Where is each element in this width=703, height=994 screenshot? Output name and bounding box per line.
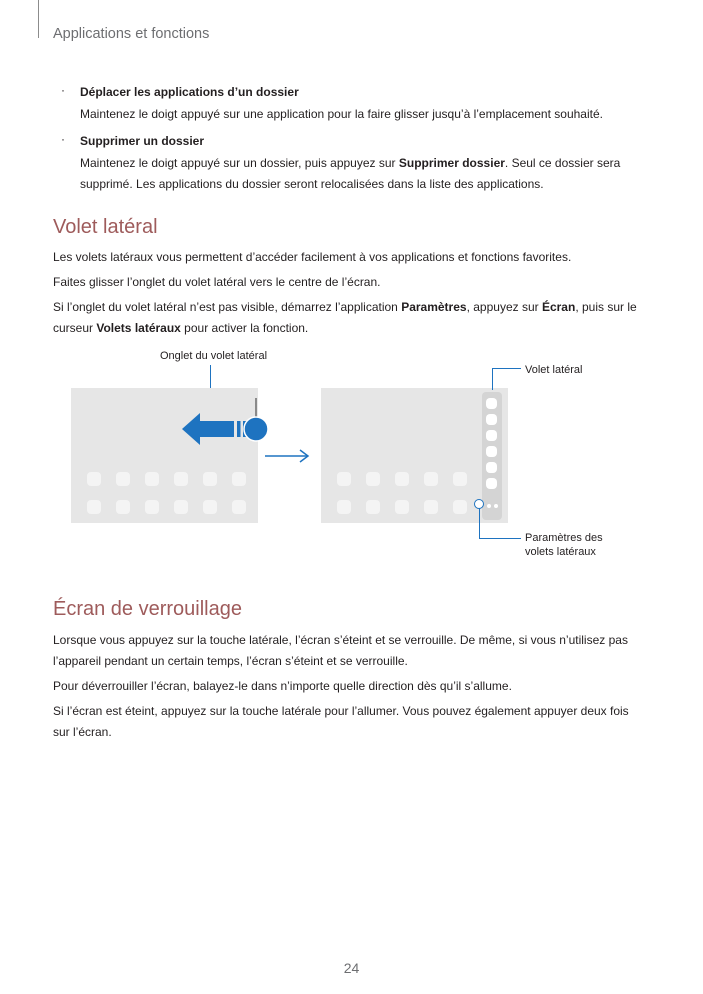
paragraph: Si l’écran est éteint, appuyez sur la touche latérale pour l’allumer. Vous pouvez également appuyer deux fois sur l’écran. [53,704,629,739]
paragraph: Lorsque vous appuyez sur la touche latérale, l’écran s’éteint et se verrouille. De même, si vous n’utilisez pas l’appareil pendant un certain temps, l’écran s’éteint et se verrouille. [53,633,628,668]
bullet-body: Maintenez le doigt appuyé sur un dossier, puis appuyez sur Supprimer dossier. Seul ce dossier sera supprimé. Les applications du dossier seront relocalisées dans la liste des applications. [80,156,621,191]
arrow-right-icon [265,449,311,463]
paragraph: Si l’onglet du volet latéral n’est pas visible, démarrez l’application Paramètres, appuyez sur Écran, puis sur le curseur Volets latéraux pour activer la fonction. [53,300,637,335]
callout-line [479,538,521,539]
swipe-gesture-icon [180,411,270,447]
bullet-title: Supprimer un dossier [80,134,205,148]
list-item [61,82,641,125]
bullet-dot-icon: · [61,132,65,146]
margin-rule [38,0,39,38]
phone-screen-before [71,388,258,523]
section-heading-edge-panel: Volet latéral [53,216,158,238]
bullet-body: Maintenez le doigt appuyé sur une application pour la faire glisser jusqu’à l’emplacement souhaité. [80,107,603,121]
settings-label: Paramètres des volets latéraux [525,532,603,558]
bullet-dot-icon: · [61,83,65,97]
page-number: 24 [343,960,360,976]
section-heading-lock-screen: Écran de verrouillage [53,598,242,620]
list-item [61,131,641,195]
section-header: Applications et fonctions [53,26,210,42]
edge-panel [482,392,502,520]
edge-panel-text [53,247,648,343]
phone-screen-after [321,388,508,523]
callout-line [479,508,480,539]
panel-label: Volet latéral [525,364,583,376]
paragraph: Pour déverrouiller l’écran, balayez-le dans n’importe quelle direction dès qu’il s’allume. [53,679,512,693]
paragraph: Les volets latéraux vous permettent d’accéder facilement à vos applications et fonctions favorites. [53,250,572,264]
callout-line [492,368,521,369]
lock-screen-text [53,630,648,747]
folder-bullet-list [61,82,641,195]
callout-line [492,368,493,390]
paragraph: Faites glisser l’onglet du volet latéral vers le centre de l’écran. [53,275,381,289]
handle-label: Onglet du volet latéral [160,350,268,362]
bullet-title: Déplacer les applications d’un dossier [80,85,299,99]
